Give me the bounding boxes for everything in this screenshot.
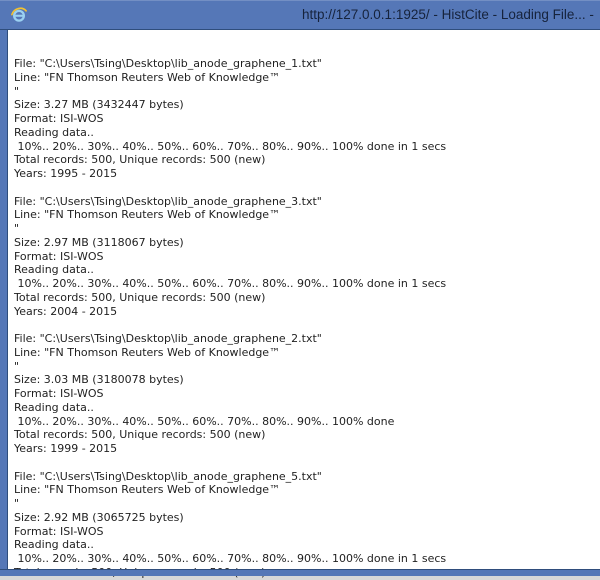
console-line: 10%.. 20%.. 30%.. 40%.. 50%.. 60%.. 70%.. 80%.. 90%.. 100% done (14, 414, 395, 428)
console-line: File: "C:\Users\Tsing\Desktop\lib_anode_graphene_3.txt" (14, 194, 322, 208)
console-line: Size: 2.97 MB (3118067 bytes) (14, 235, 184, 249)
console-line: Reading data.. (14, 125, 94, 139)
console-line: Reading data.. (14, 263, 94, 277)
blank-line (14, 318, 600, 332)
console-line: " (14, 497, 20, 510)
blank-line (14, 456, 600, 470)
console-line: Size: 2.92 MB (3065725 bytes) (14, 510, 184, 524)
console-line: Line: "FN Thomson Reuters Web of Knowledge™ (14, 345, 281, 359)
blank-line (14, 181, 600, 195)
console-line: 10%.. 20%.. 30%.. 40%.. 50%.. 60%.. 70%.. 80%.. 90%.. 100% done in 1 secs (14, 552, 447, 565)
console-line: Format: ISI-WOS (14, 524, 104, 538)
console-line: Line: "FN Thomson Reuters Web of Knowledge™ (14, 483, 281, 497)
internet-explorer-icon[interactable] (10, 6, 28, 24)
console-line: Years: 1995 - 2015 (14, 167, 118, 180)
window-border-bottom (0, 569, 600, 576)
console-line: 10%.. 20%.. 30%.. 40%.. 50%.. 60%.. 70%.. 80%.. 90%.. 100% done in 1 secs (14, 277, 447, 290)
console-line: Format: ISI-WOS (14, 112, 104, 125)
console-line: Format: ISI-WOS (14, 387, 104, 400)
console-line: 10%.. 20%.. 30%.. 40%.. 50%.. 60%.. 70%.. 80%.. 90%.. 100% done in 1 secs (14, 139, 447, 153)
console-line: Size: 3.03 MB (3180078 bytes) (14, 373, 184, 387)
window-border-left (0, 30, 8, 576)
console-line: File: "C:\Users\Tsing\Desktop\lib_anode_graphene_1.txt" (14, 57, 322, 70)
console-line: Reading data.. (14, 538, 94, 552)
console-line: Reading data.. (14, 400, 94, 414)
console-line: File: "C:\Users\Tsing\Desktop\lib_anode_graphene_2.txt" (14, 332, 322, 345)
console-line: Line: "FN Thomson Reuters Web of Knowledge™ (14, 208, 281, 222)
console-line: " (14, 84, 20, 98)
console-line: Size: 3.27 MB (3432447 bytes) (14, 98, 184, 112)
titlebar[interactable] (0, 0, 600, 30)
window-title: http://127.0.0.1:1925/ - HistCite - Loading File... - (302, 7, 594, 22)
console-line: Total records: 500, Unique records: 500 (new) (14, 290, 266, 304)
console-line: Years: 1999 - 2015 (14, 442, 118, 455)
console-output (8, 30, 600, 569)
console-line: " (14, 222, 20, 235)
console-line: Years: 2004 - 2015 (14, 304, 118, 318)
console-line: Format: ISI-WOS (14, 249, 104, 263)
console-line: File: "C:\Users\Tsing\Desktop\lib_anode_graphene_5.txt" (14, 469, 322, 483)
console-line: " (14, 359, 20, 373)
console-line: Total records: 500, Unique records: 500 (new) (14, 428, 266, 442)
console-line: Line: "FN Thomson Reuters Web of Knowledge™ (14, 70, 281, 84)
console-line: Total records: 500, Unique records: 500 (new) (14, 153, 266, 167)
